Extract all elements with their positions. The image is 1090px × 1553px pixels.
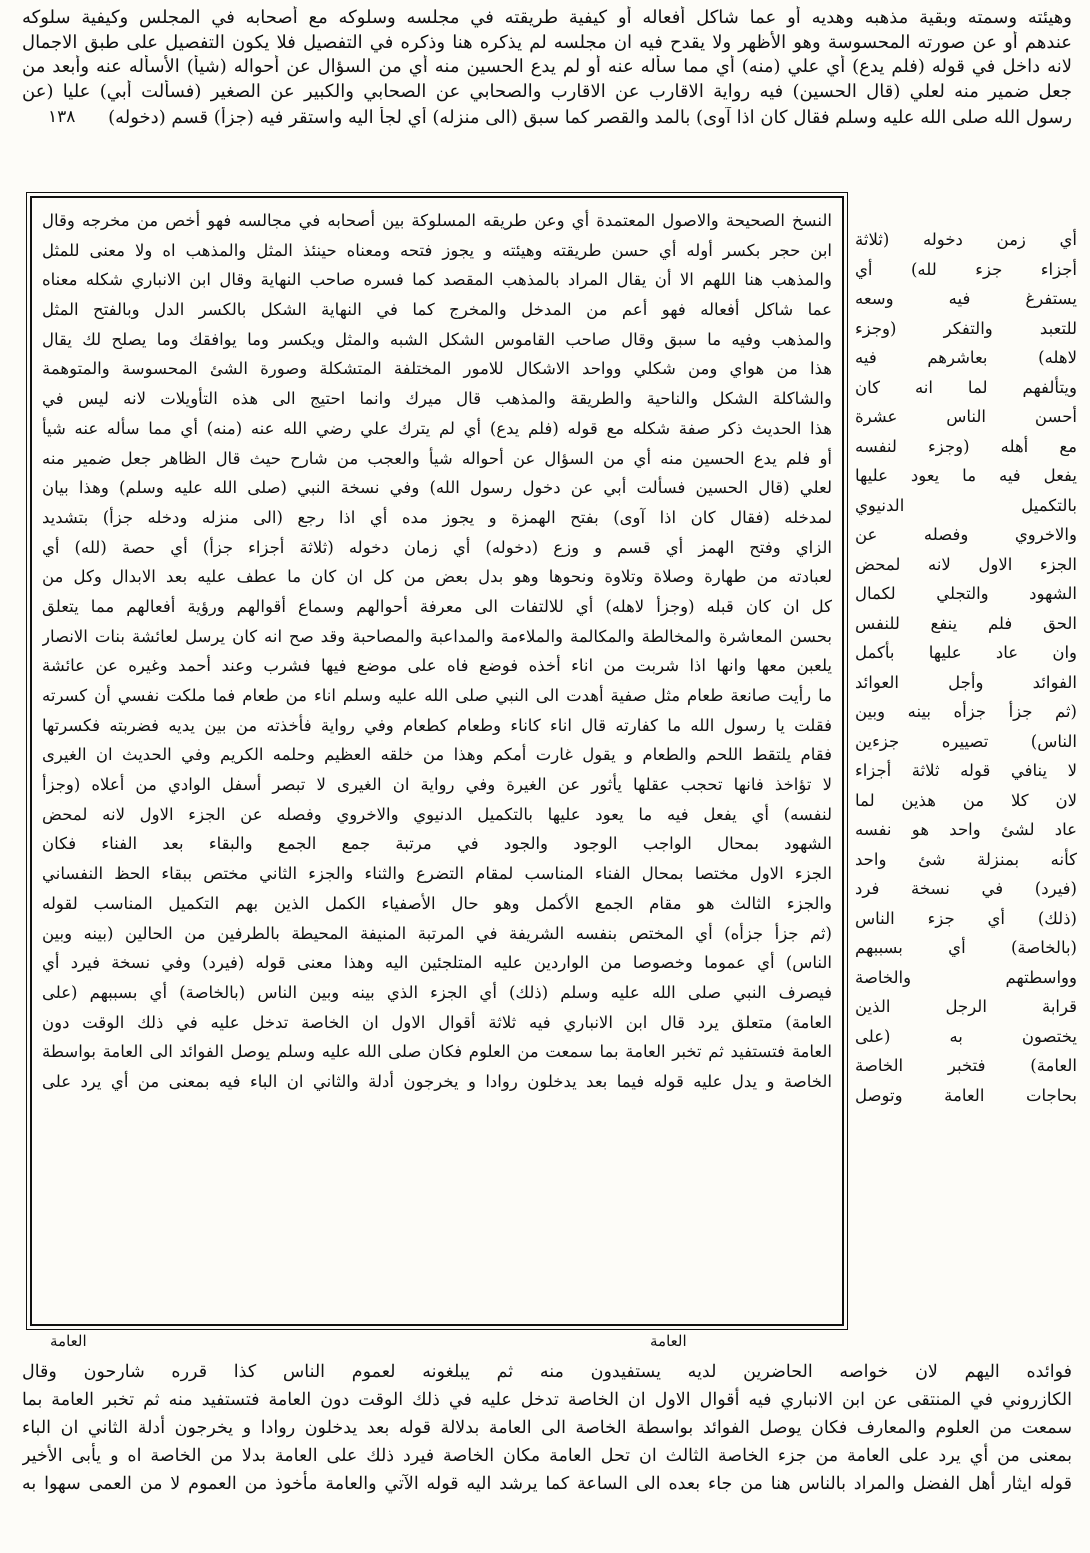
main-line: الشهود بمحال الواجب الوجود والجود في مرتبة جمع الجمع والبقاء بعد الفناء فكان [42,834,832,854]
margin-line: وواسطتهم والخاصة [855,967,1077,987]
margin-line: يستفرغ فيه وسعه [855,289,1077,308]
margin-line: (ثم جزأ جزأه بينه وبين [855,702,1077,721]
footer-commentary [22,1358,1072,1498]
margin-column [855,225,1077,1545]
main-line: بحسن المعاشرة والمخالطة والمكالمة والملاءمة والمداعبة والمصاحبة وقد صح انه كان يرسل لعائشة بنات الانصار [42,626,832,646]
margin-line: أي زمن دخوله (ثلاثة [855,230,1077,249]
footer-line: قوله ايثار أهل الفضل والمراد بالناس هنا من جاء بعده الى الساعة كما يرشد اليه قوله الآتي والعامة مأخوذ من العموم لا من العمى سهوا به [22,1474,1072,1494]
main-line: هذا من هواي ومن شكلي وواحد الاشكال للامور المختلفة المتشكلة وصورة الشئ المحسوسة والمتوهمة [42,359,832,379]
main-line: والجزء الثالث هو مقام الجمع الأكمل وهو حال الأصفياء الكمل الذين بهم التكميل المناسب لقوله [42,893,832,913]
margin-line: بالتكميل الدنيوي [855,495,1077,515]
margin-line: الناس) تصييره جزءين [855,731,1077,751]
catchword-left: العامة [50,1332,87,1350]
margin-line: يختصون به (على [855,1026,1077,1046]
main-line: الزاي وفتح الهمز أي قسم و وزع (دخوله) أي زمان دخوله (ثلاثة أجزاء جزأ) أي حصة (لله) أي [42,537,832,557]
margin-line: والاخروي وفصله عن [855,525,1077,544]
main-line: فقام يلتقط اللحم والطعام و يقول غارت أمكم وهذا من خلقه العظيم وحلمه الكريم وفي الحديث ان الغيرى [42,745,832,765]
main-line: لمدخله (فقال كان اذا آوى) بفتح الهمزة و يجوز مده أي اذا رجع (الى منزله ودخله جزأ) بتشديد [42,507,832,527]
main-line: الناس) أي عموما وخصوصا من الواردين عليه المتلجئين اليه وهذا معنى قوله (فيرد) وفي نسخة فيرد أي [42,953,832,973]
margin-line: الحق فلم ينفع للنفس [855,613,1077,633]
header-line: وهيئته وسمته وبقية مذهبه وهديه أو عما شاكل أفعاله أو كيفية طريقته في مجلسه وسلوكه مع أصحابه في المجلس وكيفية سلوكه [22,7,1072,28]
main-line: لا تؤاخذ فانها تحجب عقلها يأثور عن الغيرة وفي رواية ان الغيرى لا تبصر أسفل الوادي من أعلاه (وجزأ [42,775,832,795]
margin-line: (بالخاصة) أي بسببهم [855,938,1077,957]
margin-line: أجزاء جزء لله) أي [855,259,1077,279]
header-last-row [22,104,1072,130]
main-line: ما رأيت صانعة طعام مثل صفية أهدت الى النبي صلى الله عليه وسلم اناء من طعام فما ملكت نفسي أن كسرته [42,686,832,705]
margin-line: الشهود والتجلي لكمال [855,584,1077,603]
main-line: والشاكلة الشكل والناحية والطريقة والمذهب قال ميرك وانما احتيج الى هذه التأويلات لانه ليس في [42,389,832,409]
main-line: هذا الحديث ذكر صفة شكله مع قوله (فلم يدع) أي لم يترك علي رضي الله عنه (منه) أي مما سأله عنه شيأ [42,418,832,438]
margin-line: كأنه بمنزلة شئ واحد [855,849,1077,869]
margin-line: عاد لشئ واحد هو نفسه [855,820,1077,839]
margin-line: العامة) فتخبر الخاصة [855,1056,1077,1075]
margin-line: أحسن الناس عشرة [855,407,1077,426]
margin-line: لاهله) بعاشرهم فيه [855,348,1077,367]
main-line: كل ان كان قبله (وجزأ لاهله) أي للالتفات الى معرفة أحوالهم وسماع أقوالهم ورؤية أفعالهم مما يتعلق [42,596,832,616]
page-number: ١٣٨ [48,107,76,127]
margin-line: قرابة الرجل الذين [855,997,1077,1016]
main-line: النسخ الصحيحة والاصول المعتمدة أي وعن طريقه المسلوكة بين أصحابه في مجالسه فهو أخص من مخرجه وقال [42,211,832,230]
main-line: العامة) متعلق يرد قال ابن الانباري فيه ثلاثة أقوال الاول ان الخاصة تدخل عليه في ذلك الوقت دون [42,1012,832,1032]
header-commentary [22,6,1072,130]
footer-line: بمعنى من أي يرد على العامة من جزء الخاصة الثالث ان تحل العامة مكان الخاصة فيرد ذلك على العامة بدلا من الخاصة اه و يأبى الأخير [22,1446,1072,1466]
margin-line: (ذلك) أي جزء الناس [855,908,1077,928]
main-line: لعلي (قال الحسين فسألت أبي عن دخول رسول الله) وفي نسخة النبي (صلى الله عليه وسلم) وهذا بيان [42,478,832,498]
main-line: والمذهب هنا اللهم الا أن يقال المراد بالمذهب المقصد كما فسره صاحب النهاية وقال ابن الانباري شكله معناه [42,270,832,290]
margin-line: للتعبد والتفكر (وجزء [855,318,1077,338]
margin-line: الجزء الاول لانه لمحض [855,554,1077,574]
main-line: والمذهب وفيه ما سبق وقال صاحب القاموس الشكل الشبه والمثل ويكسر وما يوافقك وما يصلح لك يقال [42,329,832,349]
header-line: جعل ضمير منه لعلي (قال الحسين) فيه رواية الاقارب عن الاقارب والصحابي عن الصحابي والكبير عن الصغير (فسألت أبي) عليا (عن [22,80,1072,102]
footer-line: سمعت من العلوم والمعارف فكان يوصل الفوائد بواسطة الخاصة الى العامة بدلالة قوله بعد يدخلون روادا و يخرجون أدلة الثاني ان الباء [22,1418,1072,1438]
header-line: رسول الله صلى الله عليه وسلم فقال كان اذا آوى) بالمد والقصر كما سبق (الى منزله) أي لجأ اليه واستقر فيه (جزأ) قسم (دخوله) [108,106,1072,128]
main-line: فيصرف النبي صلى الله عليه وسلم (ذلك) أي الجزء الذي بينه وبين الناس (بالخاصة) أي بسببهم (على [42,982,832,1002]
catchword-right: العامة [650,1332,687,1350]
main-line: لنفسه) أي يفعل فيه ما يعود عليها بالتكميل الدنيوي والاخروي وفصله عن الجزء الاول لانه لمحض [42,804,832,824]
margin-line: (فيرد) في نسخة فرد [855,879,1077,898]
margin-line: الفوائد وأجل العوائد [855,672,1077,692]
margin-line: لان كلا من هذين لما [855,790,1077,810]
main-text-frame [30,196,844,1326]
main-line: فقلت يا رسول الله ما كفارته قال اناء كاناء وطعام كطعام وفي رواية فأخذته من بين يديه فضربته فكسرتها [42,715,832,735]
margin-line: مع أهله (وجزء لنفسه [855,436,1077,456]
margin-line: ويتألفهم لما انه كان [855,377,1077,397]
main-line: العامة فتستفيد ثم تخبر العامة بما سمعت من العلوم فكان صلى الله عليه وسلم يوصل الفوائد الى العامة بواسطة [42,1042,832,1062]
margin-line: لا ينافي قوله ثلاثة أجزاء [855,761,1077,780]
footer-line: الكازروني في المنتقى عن ابن الانباري فيه أقوال الاول ان الخاصة تدخل عليه في ذلك الوقت دون العامة فتستفيد منه ثم تخبر العامة بما [22,1390,1072,1410]
main-line: الجزء الاول مختصا بمحال الفناء المناسب لمقام التضرع والثناء والجزء الثاني مختص ببقاء الحظ النفساني [42,864,832,884]
header-line: عندهم أو عن صورته المحسوسة وهو الأظهر ولا يقدح فيه ان مجلسه لم يذكره هنا وذكره في التفصيل فلا يكون التفصيل على طبق الاجمال [22,31,1072,53]
main-line: (ثم جزأ جزأه) أي المختص بنفسه الشريفة في المرتبة المنيفة المحيطة بالطرفين من الحالين (بينه وبين [42,923,832,943]
main-line: ابن حجر بكسر أوله أي حسن طريقته وهيئته و يجوز فتحه ومعناه حينئذ المثل والمذهب اه ولا معنى للمثل [42,240,832,260]
main-line: أو فلم يدع الحسين منه أي من السؤال عن أحواله شيأ والعجب من شارح حيث قال الظاهر جعل ضمير منه [42,448,832,468]
main-line: يلعبن معها وانها اذا شربت من اناء أخذه فوضع فاه على موضع فيها فشرب وعند أحمد وغيره عن عائشة [42,656,832,676]
main-line: الخاصة و يدل عليه قوله فيما بعد يدخلون روادا و يخرجون أدلة والثاني ان الباء فيه بمعنى من أي يرد على [42,1071,832,1091]
main-text-body [42,206,832,1097]
margin-line: يفعل فيه ما يعود عليها [855,466,1077,485]
margin-line: بحاجات العامة وتوصل [855,1085,1077,1105]
main-line: لعبادته من طهارة وصلاة وتلاوة ونحوها وهو بدل بعض من كل ان كان ما عطف عليه بعد الابدال وكل من [42,567,832,587]
header-line: لانه داخل في قوله (فلم يدع) أي علي (منه) أي مما سأله عنه أو لم يدع الحسين منه أي من السؤال عن أحواله (شيأ) الأسأله عنه وأبعد من [22,56,1072,77]
margin-line: وان عاد عليها بأكمل [855,643,1077,662]
footer-line: فوائده اليهم لان خواصه الحاضرين لديه يستفيدون منه ثم يبلغونه لعموم الناس كذا قرره شارحون وقال [22,1362,1072,1382]
main-line: عما شاكل أفعاله فهو أعم من المدخل والمخرج كما في النهاية الشكل بالكسر الدل وبالفتح المثل [42,300,832,320]
